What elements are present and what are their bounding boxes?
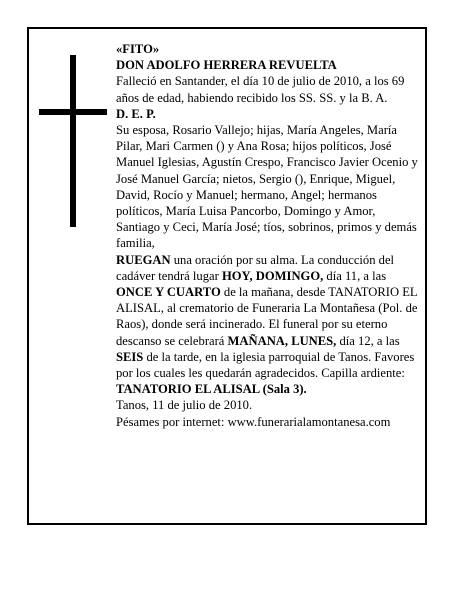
once-y-cuarto-text: ONCE Y CUARTO [116, 285, 221, 300]
hoy-domingo-text: HOY, DOMINGO, [221, 268, 324, 283]
announcement-text-2: día 11, a las [323, 268, 387, 283]
cross-icon [39, 55, 107, 227]
seis-text: SEIS [116, 349, 144, 364]
nickname: «FITO» [116, 42, 160, 56]
place-date: Tanos, 11 de julio de 2010. [116, 398, 253, 413]
obituary-notice-frame [27, 27, 427, 525]
announcement-text-1: una oración por su alma. La conducción del cadáver tendrá lugar [116, 252, 395, 283]
cross-horizontal-bar [39, 109, 107, 115]
condolences-line: Pésames por internet: www.funerarialamontanesa.com [116, 414, 391, 429]
family-list: Su esposa, Rosario Vallejo; hijas, María Angeles, María Pilar, Mari Carmen () y Ana Rosa; hijos políticos, José Manuel Iglesias, Agustín Crespo, Francisco Javier Ocenio y José Manuel García; nietos, Sergio (), Enrique, Miguel, David, Rocío y Manuel; hermano, Angel; hermanos políticos, María Luisa Pancorbo, Domingo y Amor, Santiago y Ceci, María José; tíos, sobrinos, primos y demás familia, [116, 123, 418, 251]
announcement-text-5: de la tarde, en la iglesia parroquial de Tanos. Favores por los cuales les quedarán agradecidos. Capilla ardiente: [116, 349, 415, 381]
tanatorio-text: TANATORIO EL ALISAL (Sala 3). [116, 382, 307, 397]
ruegan-text: RUEGAN [116, 252, 171, 267]
announcement-text-4: día 12, a las [336, 333, 400, 348]
announcement-text-3: de la mañana, desde TANATORIO EL ALISAL, al crematorio de Funeraria La Montañesa (Pol. de Raos), donde será incinerado. El funeral por su eterno descanso se celebrará [116, 285, 418, 348]
cross-vertical-bar [70, 55, 76, 227]
dep-heading: D. E. P. [116, 106, 156, 121]
announcement [116, 252, 422, 398]
deceased-name: DON ADOLFO HERRERA REVUELTA [116, 58, 337, 73]
manana-lunes-text: MAÑANA, LUNES, [227, 333, 337, 348]
death-statement: Falleció en Santander, el día 10 de julio de 2010, a los 69 años de edad, habiendo recibido los SS. SS. y la B. A. [116, 74, 405, 105]
obituary-text [116, 41, 422, 430]
